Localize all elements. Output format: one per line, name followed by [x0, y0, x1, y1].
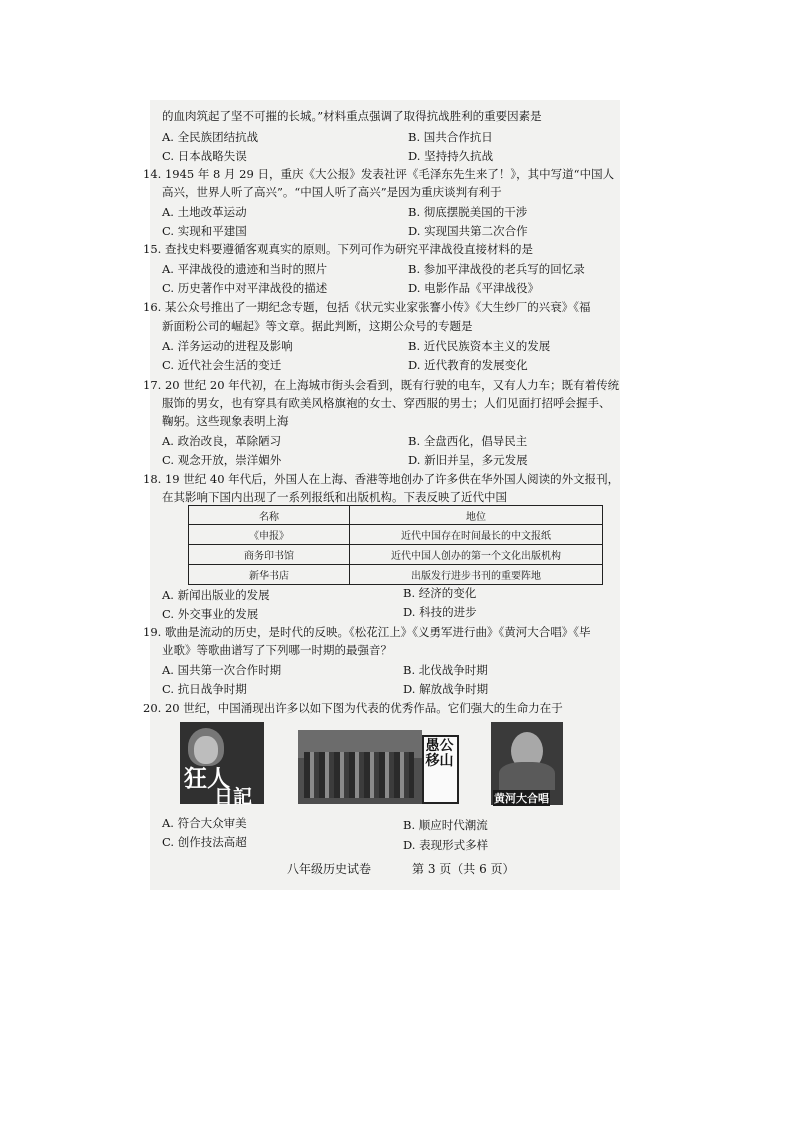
- q14-text-line2: 高兴，世界人听了高兴”。“中国人听了高兴”是因为重庆谈判有利于: [162, 185, 502, 199]
- table-cell: 《申报》: [189, 525, 350, 545]
- q17-text-line1: 17. 20 世纪 20 年代初，在上海城市街头会看到，既有行驶的电车，又有人力车；既有着传统: [143, 378, 620, 392]
- table-row: [189, 565, 603, 585]
- table-row: [189, 545, 603, 565]
- q18-option-c: C. 外交事业的发展: [162, 607, 259, 621]
- painting-figures: [304, 752, 414, 798]
- yugong-yishan-label-box: [422, 735, 459, 804]
- q16-option-b: B. 近代民族资本主义的发展: [408, 339, 551, 353]
- table-cell: 新华书店: [189, 565, 350, 585]
- table-cell: 商务印书馆: [189, 545, 350, 565]
- q16-text-line1: 16. 某公众号推出了一期纪念专题，包括《状元实业家张謇小传》《大生纱厂的兴衰》《福: [143, 300, 591, 314]
- table-cell: 出版发行进步书刊的重要阵地: [350, 565, 603, 585]
- q16-option-a: A. 洋务运动的进程及影响: [162, 339, 293, 353]
- q13-option-a: A. 全民族团结抗战: [162, 130, 259, 144]
- q19-option-a: A. 国共第一次合作时期: [162, 663, 282, 677]
- press-institutions-table: [188, 505, 603, 585]
- q17-option-c: C. 观念开放，崇洋媚外: [162, 453, 282, 467]
- q14-text-line1: 14. 1945 年 8 月 29 日，重庆《大公报》发表社评《毛泽东先生来了！》，其中写道“中国人: [143, 167, 615, 181]
- q20-option-c: C. 创作技法高超: [162, 835, 247, 849]
- q15-text-line1: 15. 查找史料要遵循客观真实的原则。下列可作为研究平津战役直接材料的是: [143, 242, 533, 256]
- q20-option-a: A. 符合大众审美: [162, 816, 247, 830]
- cover-title: 黄河大合唱: [494, 792, 549, 805]
- yugong-yishan-painting: [298, 730, 422, 804]
- q18-text-line2: 在其影响下国内出现了一系列报纸和出版机构。下表反映了近代中国: [162, 490, 507, 504]
- q15-option-d: D. 电影作品《平津战役》: [408, 281, 540, 295]
- table-header-name: 名称: [189, 506, 350, 525]
- table-cell: 近代中国人创办的第一个文化出版机构: [350, 545, 603, 565]
- cover-title-top: 狂人: [184, 766, 230, 792]
- q14-option-a: A. 土地改革运动: [162, 205, 247, 219]
- q14-option-d: D. 实现国共第二次合作: [408, 224, 528, 238]
- q18-option-d: D. 科技的进步: [403, 605, 477, 619]
- kuangren-riji-cover-image: [180, 722, 264, 808]
- q16-option-d: D. 近代教育的发展变化: [408, 358, 528, 372]
- table-header-status: 地位: [350, 506, 603, 525]
- q17-option-b: B. 全盘西化，倡导民主: [408, 434, 528, 448]
- table-cell: 近代中国存在时间最长的中文报纸: [350, 525, 603, 545]
- yugong-yishan-title: 愚公移山: [425, 738, 454, 769]
- q18-option-a: A. 新闻出版业的发展: [162, 588, 270, 602]
- q15-option-a: A. 平津战役的遗迹和当时的照片: [162, 262, 328, 276]
- q17-text-line3: 鞠躬。这些现象表明上海: [162, 414, 289, 428]
- q19-text-line1: 19. 歌曲是流动的历史，是时代的反映。《松花江上》《义勇军进行曲》《黄河大合唱》《毕: [143, 625, 591, 639]
- footer-subject: 八年级历史试卷: [287, 862, 372, 876]
- q16-option-c: C. 近代社会生活的变迁: [162, 358, 282, 372]
- q17-option-a: A. 政治改良，革除陋习: [162, 434, 282, 448]
- q15-option-b: B. 参加平津战役的老兵写的回忆录: [408, 262, 585, 276]
- q20-option-b: B. 顺应时代潮流: [403, 818, 488, 832]
- q19-option-d: D. 解放战争时期: [403, 682, 489, 696]
- huanghe-dahechang-cover-image: [491, 722, 563, 805]
- q13-option-d: D. 坚持持久抗战: [408, 149, 494, 163]
- q16-text-line2: 新面粉公司的崛起》等文章。据此判断，这期公众号的专题是: [162, 319, 473, 333]
- table-row: [189, 525, 603, 545]
- q14-option-b: B. 彻底摆脱美国的干涉: [408, 205, 528, 219]
- footer-page-number: 第 3 页（共 6 页）: [412, 862, 515, 876]
- q13-text-tail: 的血肉筑起了坚不可摧的长城。”材料重点强调了取得抗战胜利的重要因素是: [162, 109, 542, 123]
- table-header-row: [189, 506, 603, 525]
- q19-option-b: B. 北伐战争时期: [403, 663, 488, 677]
- q13-option-c: C. 日本战略失误: [162, 149, 247, 163]
- q20-text-line1: 20. 20 世纪，中国涌现出许多以如下图为代表的优秀作品。它们强大的生命力在于: [143, 701, 563, 715]
- q15-option-c: C. 历史著作中对平津战役的描述: [162, 281, 328, 295]
- q18-option-b: B. 经济的变化: [403, 586, 477, 600]
- q13-option-b: B. 国共合作抗日: [408, 130, 493, 144]
- portrait-shoulders: [499, 762, 555, 790]
- q18-text-line1: 18. 19 世纪 40 年代后，外国人在上海、香港等地创办了许多供在华外国人阅读的外文报刊，: [143, 472, 620, 486]
- q17-option-d: D. 新旧并呈，多元发展: [408, 453, 528, 467]
- q19-text-line2: 业歌》等歌曲谱写了下列哪一时期的最强音？: [162, 643, 392, 657]
- q20-option-d: D. 表现形式多样: [403, 838, 489, 852]
- q19-option-c: C. 抗日战争时期: [162, 682, 247, 696]
- q17-text-line2: 服饰的男女，也有穿具有欧美风格旗袍的女士、穿西服的男士；人们见面打招呼会握手、: [162, 396, 611, 410]
- q14-option-c: C. 实现和平建国: [162, 224, 247, 238]
- cover-title-bottom: 日記: [214, 786, 253, 808]
